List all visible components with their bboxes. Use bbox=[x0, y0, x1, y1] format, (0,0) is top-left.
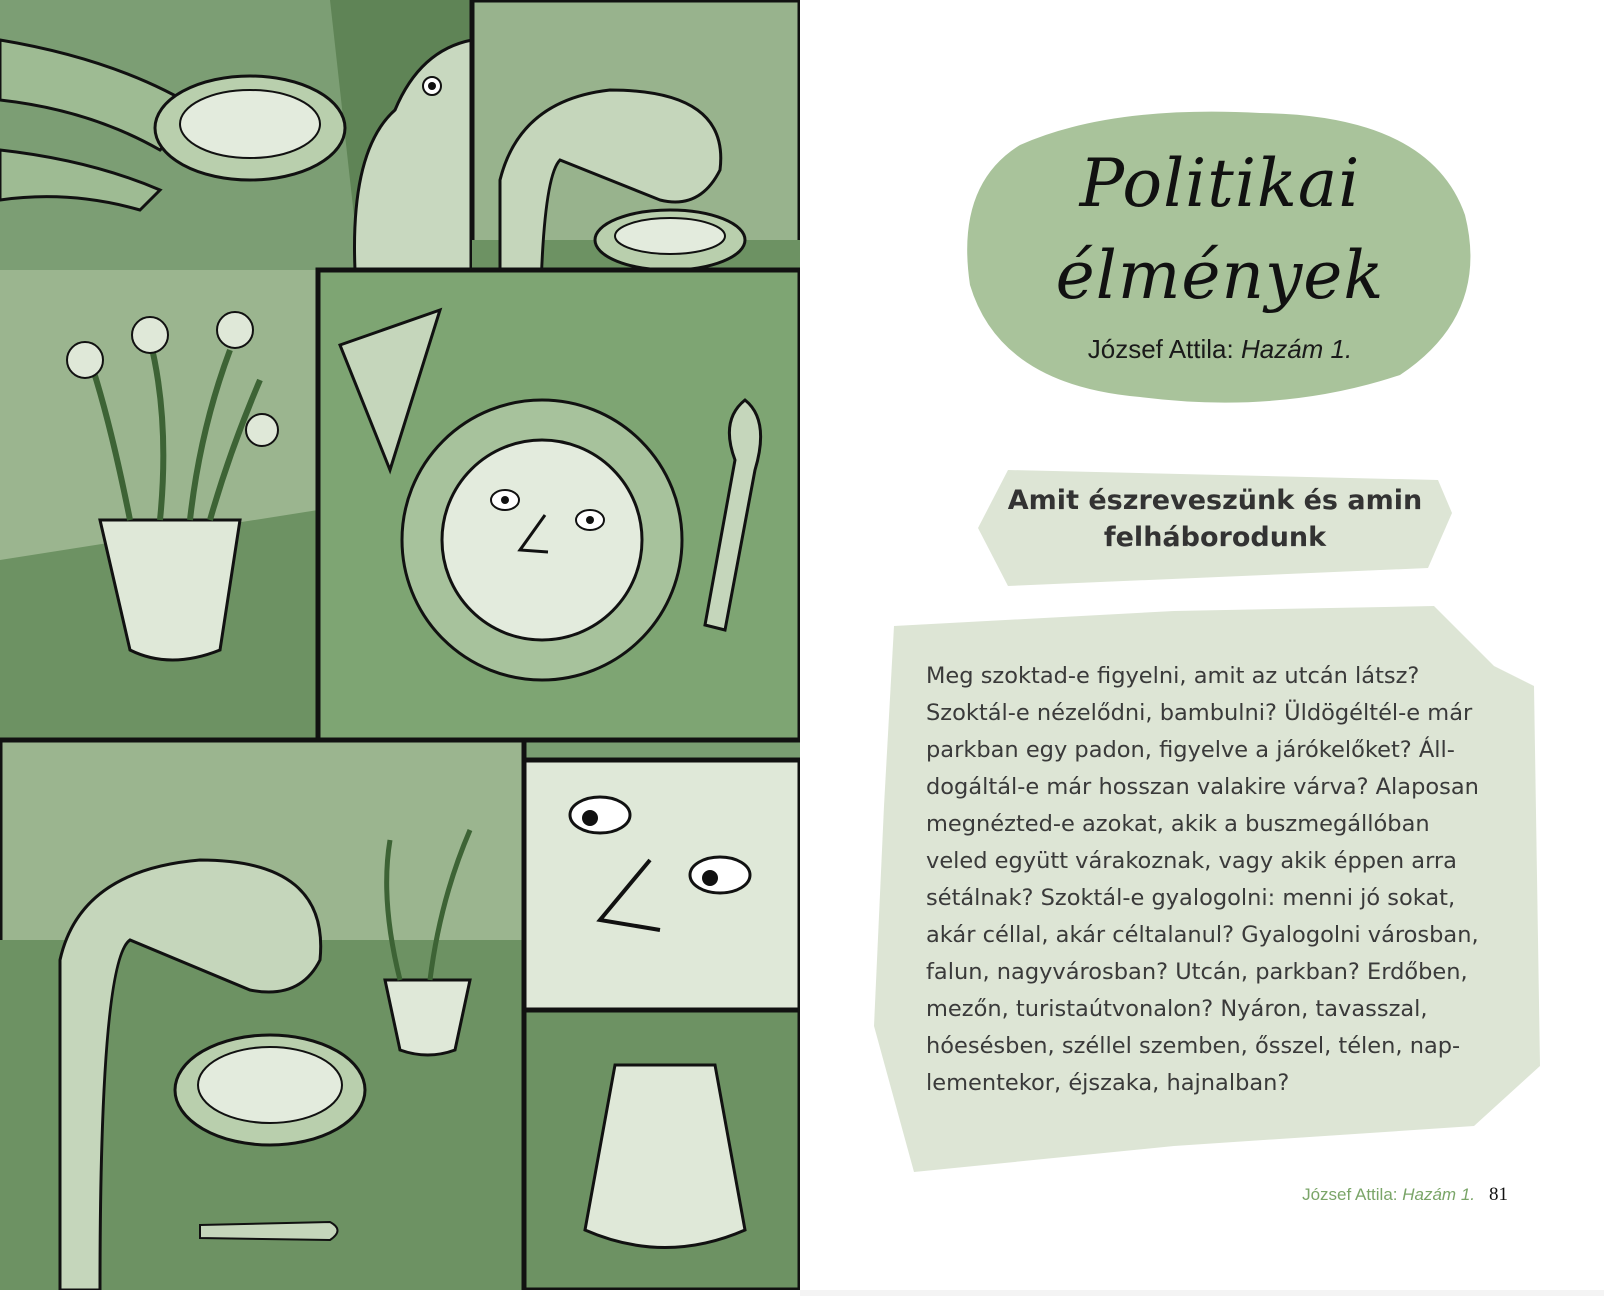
comic-illustration bbox=[0, 0, 800, 1290]
body-line: veled együtt várakoznak, vagy akik éppen arra bbox=[926, 848, 1457, 874]
subtitle-work: Hazám 1. bbox=[1240, 334, 1353, 364]
body-line: Meg szoktad-e figyelni, amit az utcán látsz? bbox=[926, 663, 1420, 689]
body-line: megnézted-e azokat, akik a buszmegállóban bbox=[926, 811, 1430, 837]
body-line: Szoktál-e nézelődni, bambulni? Üldögéltél-e már bbox=[926, 700, 1473, 726]
page-title bbox=[960, 138, 1480, 322]
subtitle-author: József Attila: bbox=[1087, 334, 1241, 364]
page-bottom-edge bbox=[800, 1290, 1604, 1296]
body-line: lementekor, éjszaka, hajnalban? bbox=[926, 1070, 1290, 1096]
body-line: falun, nagyvárosban? Utcán, parkban? Erdőben, bbox=[926, 959, 1468, 985]
page-number: 81 bbox=[1489, 1184, 1508, 1205]
body-line: akár céllal, akár céltalanul? Gyalogolni városban, bbox=[926, 922, 1479, 948]
panel-upturned-glass bbox=[524, 1010, 800, 1290]
page-title-line2: élmények bbox=[1055, 237, 1385, 314]
panel-plate-face bbox=[318, 270, 800, 740]
section-heading-line2: felháborodunk bbox=[1103, 522, 1327, 553]
page-footer bbox=[1302, 1184, 1508, 1206]
body-line: hóesésben, széllel szemben, ősszel, télen, nap- bbox=[926, 1033, 1461, 1059]
body-paragraph bbox=[926, 658, 1516, 1102]
footer-work: Hazám 1. bbox=[1402, 1185, 1475, 1204]
title-subtitle bbox=[960, 334, 1480, 365]
section-heading-line1: Amit észreveszünk és amin bbox=[1007, 485, 1423, 516]
body-line: dogáltál-e már hosszan valakire várva? Alaposan bbox=[926, 774, 1479, 800]
panel-hands-bowl bbox=[0, 0, 472, 270]
panel-face-closeup bbox=[524, 760, 800, 1010]
page-title-line1: Politikai bbox=[1079, 145, 1361, 222]
body-line: sétálnak? Szoktál-e gyalogolni: menni jó sokat, bbox=[926, 885, 1456, 911]
section-heading bbox=[990, 482, 1440, 556]
panel-flowers-vase bbox=[0, 270, 318, 740]
body-line: parkban egy padon, figyelve a járókelőket? Áll- bbox=[926, 737, 1455, 763]
panel-figure-bowl-bottom bbox=[0, 740, 524, 1290]
footer-author: József Attila: bbox=[1302, 1185, 1403, 1204]
body-line: mezőn, turistaútvonalon? Nyáron, tavasszal, bbox=[926, 996, 1428, 1022]
